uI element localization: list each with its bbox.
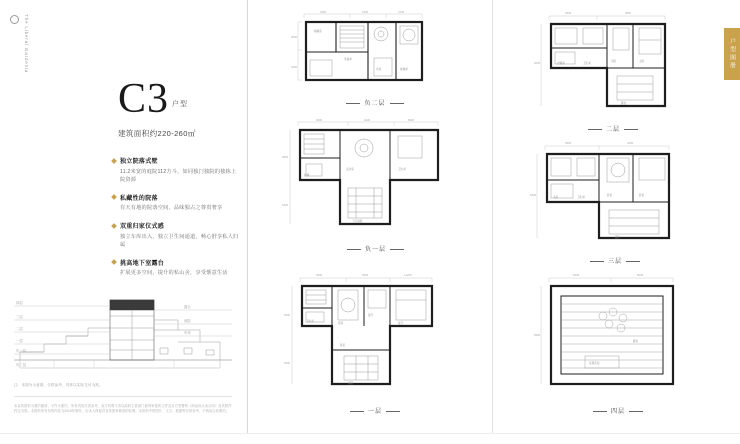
svg-text:庭院: 庭院	[348, 382, 354, 385]
feature-heading: 独立院落式墅	[120, 159, 158, 165]
diamond-bullet-icon	[111, 158, 117, 164]
circle-icon	[10, 15, 19, 24]
feature-item	[112, 156, 240, 184]
feature-heading-row	[112, 258, 240, 267]
plan-caption: 一层	[282, 406, 468, 415]
brand-mark	[10, 14, 30, 92]
svg-text:餐厅: 餐厅	[368, 314, 374, 317]
svg-text:4800: 4800	[625, 11, 632, 15]
feature-body: 扩展更多空间，提升的私山舍，享受惬意生活	[120, 270, 228, 276]
svg-text:3300: 3300	[565, 11, 572, 15]
plan-caption: 四层	[533, 406, 703, 415]
left-info-panel	[0, 0, 248, 444]
svg-text:下沉庭院: 下沉庭院	[352, 220, 363, 223]
section-label: 露台	[184, 305, 191, 309]
feature-item	[112, 258, 240, 278]
plan-caption: 负一层	[278, 244, 473, 253]
diamond-bullet-icon	[111, 223, 117, 229]
svg-text:3900: 3900	[316, 273, 323, 277]
page-title	[118, 78, 188, 120]
svg-text:3300: 3300	[284, 313, 291, 317]
svg-text:厨房: 厨房	[338, 322, 344, 325]
svg-text:6900: 6900	[534, 333, 541, 337]
svg-text:4500: 4500	[362, 273, 369, 277]
area-label: 建筑面积约220-260㎡	[118, 129, 196, 138]
svg-text:卧室: 卧室	[607, 194, 613, 197]
feature-item	[112, 193, 240, 213]
disclaimer-text: 本宣传资料为要约邀请，不作为要约，所有内容仅供参考，双方权利义务以政府主管部门最终审批的文件及双方签署的《商品房买卖合同》及其附件约定为准。本资料所发布的内容为2019年制作，出卖人保留对宣传资料修改的权利。本资料中的图片、文字、数据等仅供参考，不构成合同要约。	[14, 404, 232, 414]
side-tab-label[interactable]: 户型图册	[724, 28, 740, 80]
svg-text:3600: 3600	[565, 141, 572, 145]
section-label: 三层	[16, 315, 23, 319]
feature-item	[112, 221, 240, 249]
feature-body: 独立车库出入，独立卫生间通道，畅心舒享私人归属	[120, 233, 239, 248]
plan-caption: 三层	[529, 256, 701, 265]
section-label: 负二层	[16, 363, 27, 367]
svg-text:书房: 书房	[553, 196, 559, 199]
svg-text:5400: 5400	[573, 273, 580, 277]
svg-text:露台: 露台	[633, 340, 639, 343]
feature-heading: 挑高地下室露台	[120, 260, 165, 267]
diamond-bullet-icon	[111, 259, 117, 265]
divider	[14, 396, 232, 397]
svg-text:景观花池: 景观花池	[589, 362, 600, 365]
svg-text:活动室: 活动室	[346, 168, 354, 171]
svg-text:车库: 车库	[376, 68, 382, 71]
plan-floor-four	[533, 272, 703, 415]
feature-body: 11.2米宽的庭院112方斗，如同独门独院的独栋上院资源	[120, 168, 237, 183]
svg-text:卫生间: 卫生间	[398, 168, 406, 171]
svg-text:3600: 3600	[316, 118, 323, 122]
section-label: 二层	[16, 327, 23, 331]
building-section-diagram	[14, 286, 232, 372]
svg-text:4200: 4200	[291, 65, 298, 69]
svg-text:3300: 3300	[320, 10, 327, 14]
svg-text:主卧: 主卧	[639, 60, 645, 63]
svg-text:11200: 11200	[404, 273, 412, 277]
section-label: 车库	[184, 331, 191, 335]
section-note: 注：本图为示意图，仅供参考，具体以实际交付为准。	[14, 383, 103, 387]
svg-text:卫生间: 卫生间	[306, 320, 314, 323]
feature-heading: 私藏性的院落	[120, 195, 158, 202]
plan-basement-one	[278, 118, 473, 253]
section-label: 庭院	[184, 319, 191, 323]
svg-text:2700: 2700	[398, 10, 405, 14]
plan-basement-two	[290, 10, 460, 107]
plan-floor-one	[282, 272, 468, 415]
feature-list	[112, 156, 240, 286]
svg-text:5400: 5400	[530, 193, 537, 197]
section-label: 四层	[16, 301, 23, 305]
plan-floor-three	[529, 140, 701, 265]
svg-text:客厅: 客厅	[398, 322, 404, 325]
svg-text:楼梯: 楼梯	[304, 174, 310, 177]
section-label: 负一层	[16, 349, 27, 353]
diamond-bullet-icon	[111, 194, 117, 200]
plan-floor-two	[533, 10, 693, 133]
right-plan-column	[493, 0, 740, 444]
svg-text:卫生间: 卫生间	[577, 196, 585, 199]
svg-text:卧室: 卧室	[639, 194, 645, 197]
svg-text:6000: 6000	[637, 273, 644, 277]
plan-caption: 二层	[533, 124, 693, 133]
svg-text:6000: 6000	[284, 361, 291, 365]
svg-text:设备间: 设备间	[344, 58, 352, 61]
footer-bar	[0, 433, 740, 444]
svg-text:楼梯间: 楼梯间	[400, 68, 408, 71]
feature-heading-row	[112, 156, 240, 165]
title-sup: 户型	[172, 100, 189, 108]
svg-text:4200: 4200	[627, 141, 634, 145]
title-main: C3	[118, 76, 170, 122]
svg-text:卧室: 卧室	[340, 344, 346, 347]
svg-text:4200: 4200	[364, 118, 371, 122]
svg-text:4200: 4200	[534, 61, 541, 65]
svg-text:卫生间: 卫生间	[583, 62, 591, 65]
section-label: 一层	[16, 339, 23, 343]
svg-text:3600: 3600	[291, 35, 298, 39]
svg-text:4800: 4800	[282, 155, 289, 159]
svg-text:5100: 5100	[282, 203, 289, 207]
svg-text:次卧: 次卧	[611, 60, 617, 63]
plan-caption: 负二层	[290, 98, 460, 107]
feature-heading-row	[112, 193, 240, 202]
svg-text:露台: 露台	[615, 236, 621, 239]
feature-heading: 双重归家仪式感	[120, 224, 165, 230]
svg-text:6900: 6900	[408, 118, 415, 122]
svg-text:储藏室: 储藏室	[314, 30, 322, 33]
brand-vertical-text: The Liberal Gardenia	[24, 14, 29, 74]
middle-plan-column	[248, 0, 493, 444]
svg-text:5100: 5100	[362, 10, 369, 14]
feature-body: 有天有地的院落空间，品味独占之尊贵奢享	[120, 205, 223, 211]
svg-text:衣帽间: 衣帽间	[557, 62, 565, 65]
feature-heading-row	[112, 221, 240, 230]
svg-text:露台: 露台	[621, 102, 627, 105]
